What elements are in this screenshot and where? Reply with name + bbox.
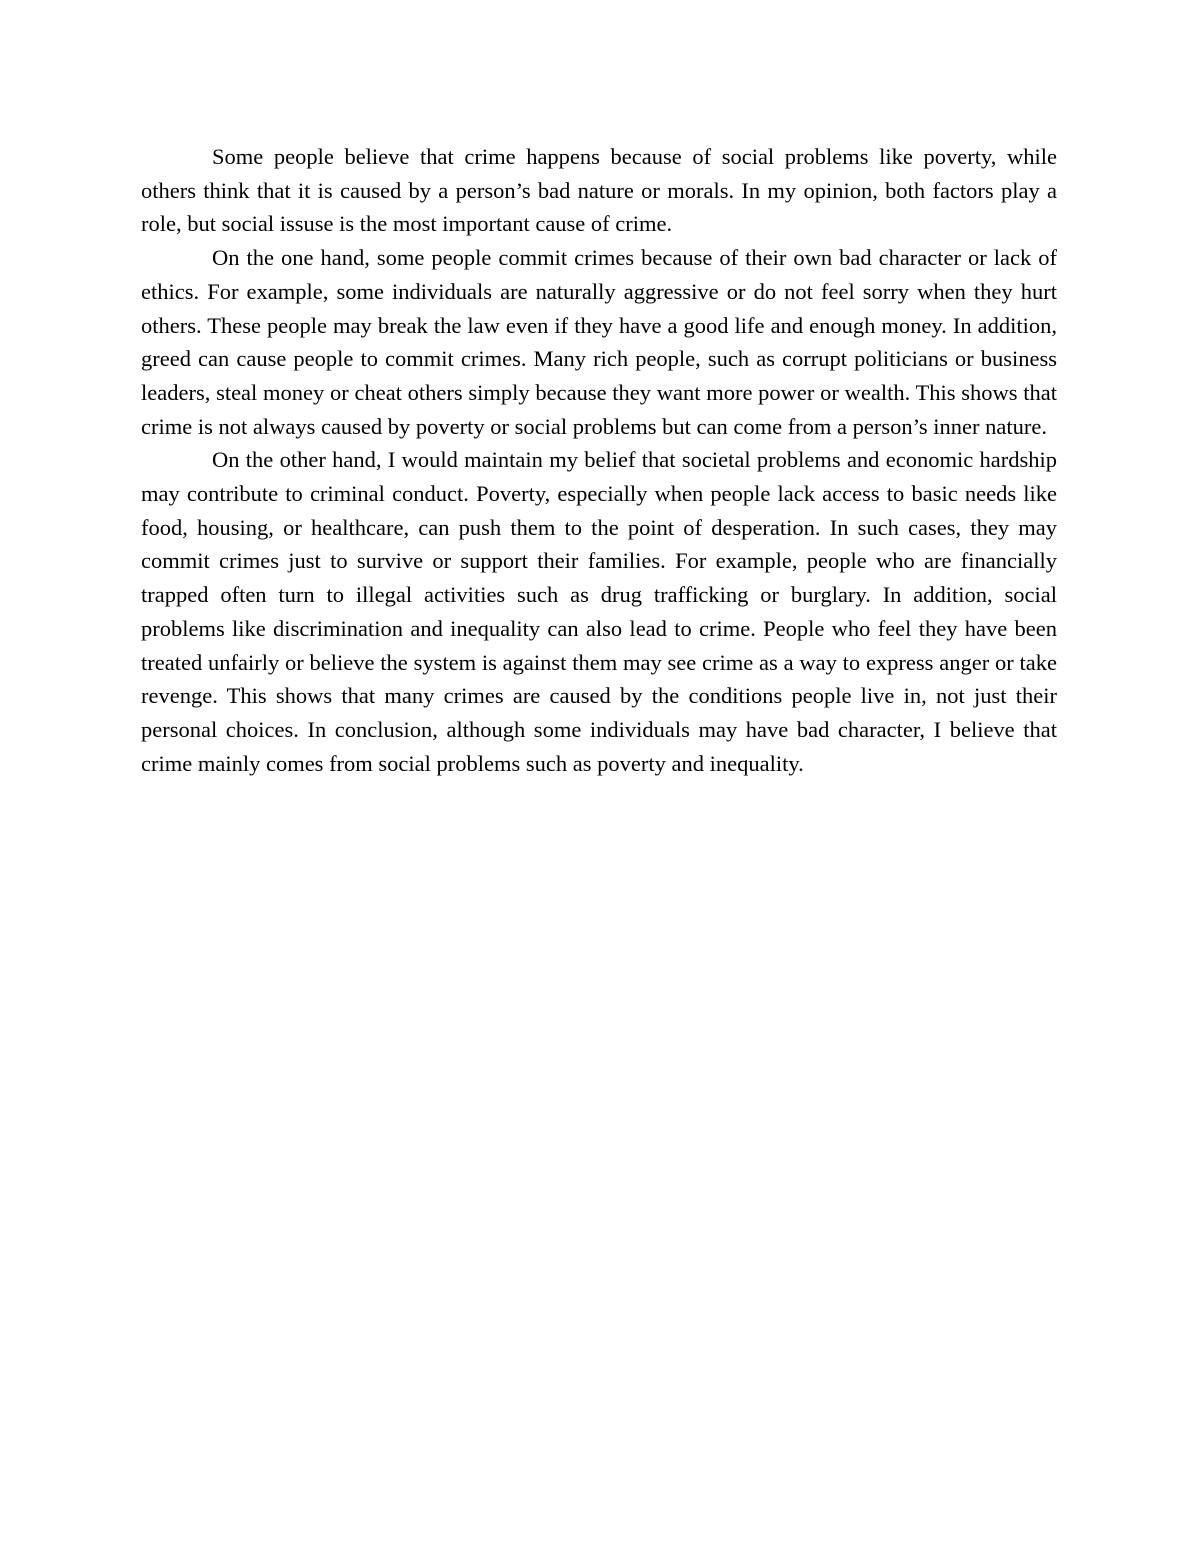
document-body: [141, 140, 1057, 780]
paragraph-introduction: Some people believe that crime happens because of social problems like poverty, while others think that it is caused by a person’s bad nature or morals. In my opinion, both factors play a role, but social issuse is the most important cause of crime.: [141, 144, 1057, 237]
paragraph-character-argument: On the one hand, some people commit crimes because of their own bad character or lack of ethics. For example, some individuals are naturally aggressive or do not feel sorry when they hurt others. These people may break the law even if they have a good life and enough money. In addition, greed can cause people to commit crimes. Many rich people, such as corrupt politicians or business leaders, steal money or cheat others simply because they want more power or wealth. This shows that crime is not always caused by poverty or social problems but can come from a person’s inner nature.: [141, 245, 1057, 439]
paragraph-social-argument: On the other hand, I would maintain my belief that societal problems and economic hardship may contribute to criminal conduct. Poverty, especially when people lack access to basic needs like food, housing, or healthcare, can push them to the point of desperation. In such cases, they may commit crimes just to survive or support their families. For example, people who are financially trapped often turn to illegal activities such as drug trafficking or burglary. In addition, social problems like discrimination and inequality can also lead to crime. People who feel they have been treated unfairly or believe the system is against them may see crime as a way to express anger or take revenge. This shows that many crimes are caused by the conditions people live in, not just their personal choices. In conclusion, although some individuals may have bad character, I believe that crime mainly comes from social problems such as poverty and inequality.: [141, 447, 1057, 776]
